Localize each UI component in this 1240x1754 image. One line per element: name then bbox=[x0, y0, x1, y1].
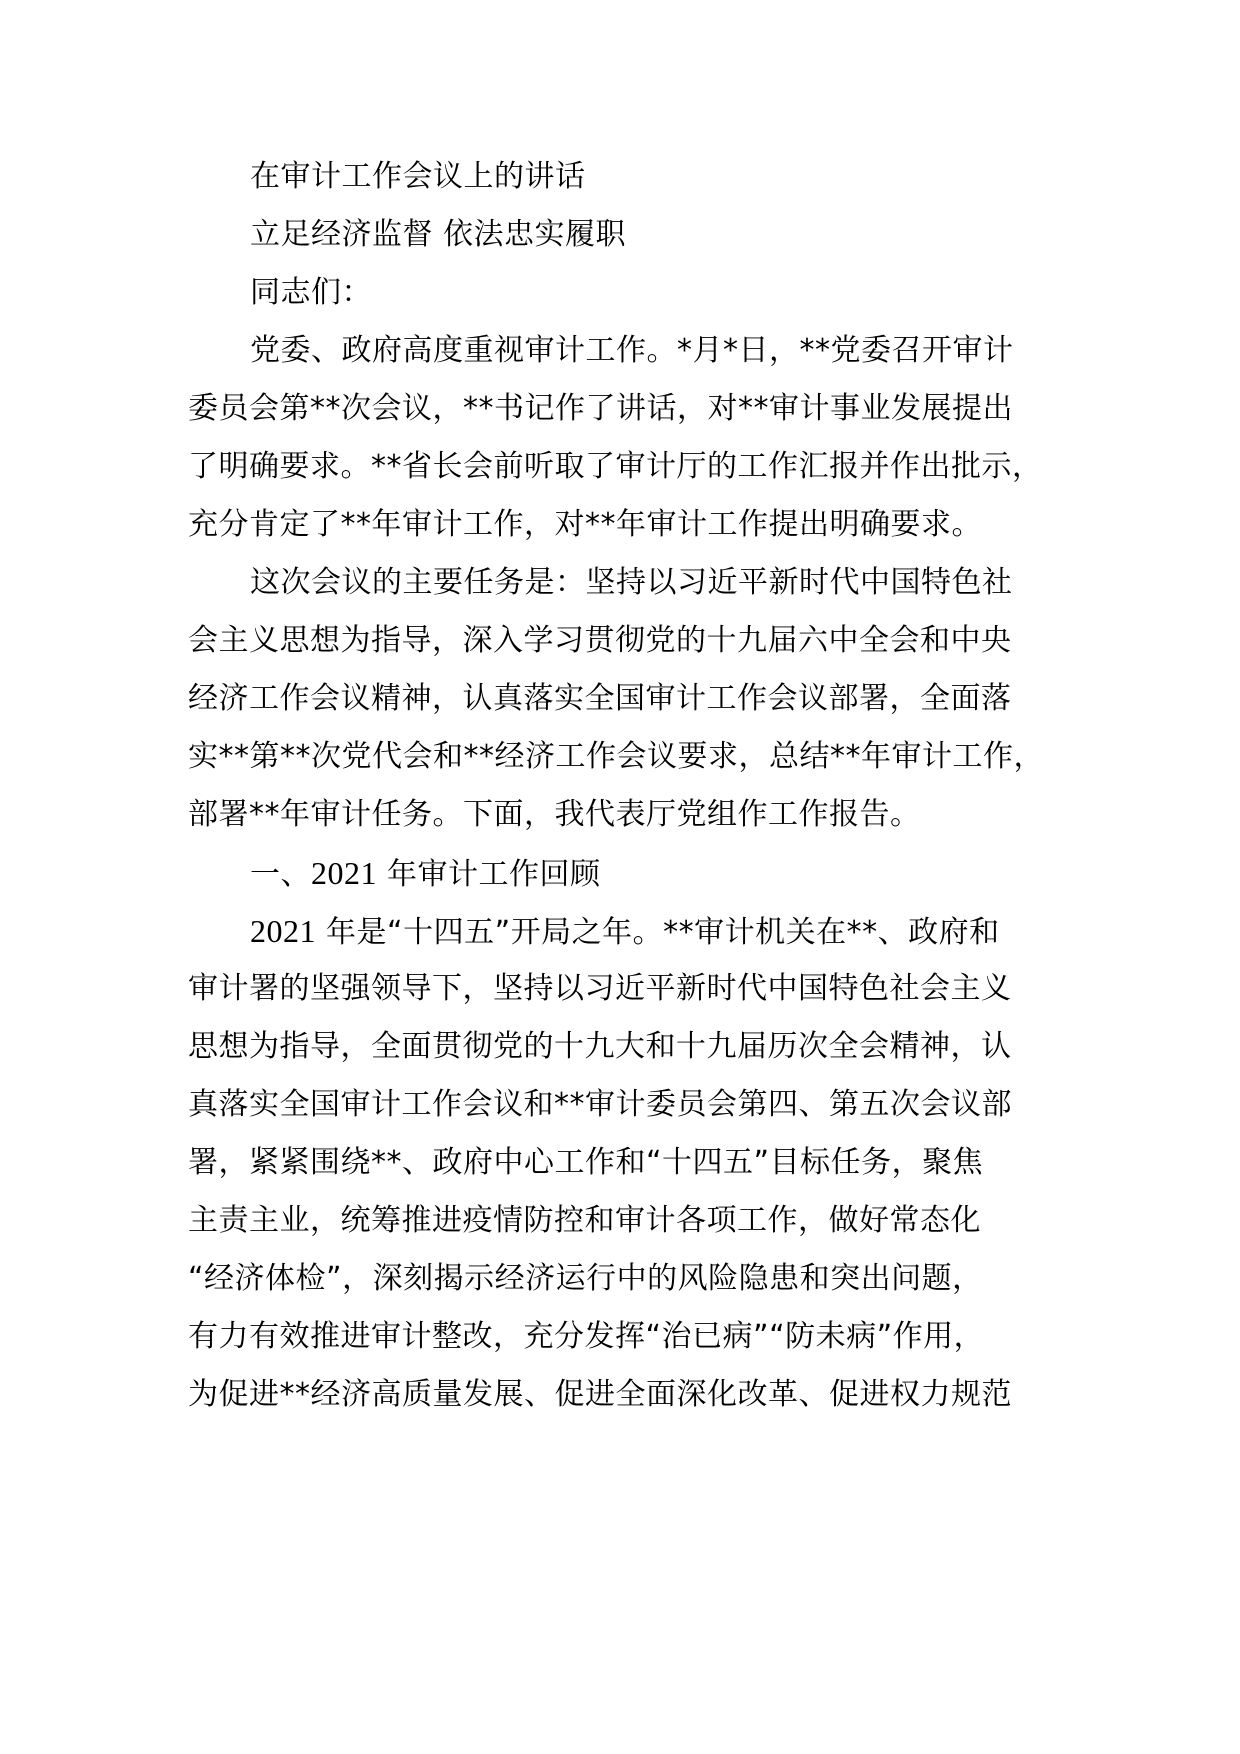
paragraph-1-line: 党委、政府高度重视审计工作。*月*日，**党委召开审计 bbox=[250, 333, 1014, 368]
paragraph-3-line: “经济体检”，深刻揭示经济运行中的风险隐患和突出问题， bbox=[188, 1261, 983, 1296]
paragraph-2-line: 这次会议的主要任务是：坚持以习近平新时代中国特色社 bbox=[250, 565, 1013, 600]
paragraph-3-line: 审计署的坚强领导下，坚持以习近平新时代中国特色社会主义 bbox=[188, 971, 1012, 1006]
paragraph-2-line: 部署**年审计任务。下面，我代表厅党组作工作报告。 bbox=[188, 797, 921, 832]
paragraph-1-line: 委员会第**次会议，**书记作了讲话，对**审计事业发展提出 bbox=[188, 391, 1013, 426]
paragraph-3-line: 思想为指导，全面贯彻党的十九大和十九届历次全会精神，认 bbox=[188, 1029, 1012, 1064]
paragraph-3-text: 年是“十四五”开局之年。**审计机关在**、政府和 bbox=[316, 915, 1000, 950]
paragraph-2-line: 会主义思想为指导，深入学习贯彻党的十九届六中全会和中央 bbox=[188, 623, 1012, 658]
paragraph-1-line: 充分肯定了**年审计工作，对**年审计工作提出明确要求。 bbox=[188, 507, 982, 542]
salutation: 同志们： bbox=[250, 275, 372, 310]
paragraph-3-line: 有力有效推进审计整改，充分发挥“治已病”“防未病”作用， bbox=[188, 1319, 985, 1354]
section-heading-text: 年审计工作回顾 bbox=[377, 857, 601, 892]
section-heading-year: 2021 bbox=[311, 855, 377, 891]
paragraph-3-line: 为促进**经济高质量发展、促进全面深化改革、促进权力规范 bbox=[188, 1377, 1012, 1412]
paragraph-3-line: 署，紧紧围绕**、政府中心工作和“十四五”目标任务，聚焦 bbox=[188, 1145, 984, 1180]
document-subtitle: 立足经济监督 依法忠实履职 bbox=[250, 217, 627, 252]
section-heading-prefix: 一、 bbox=[250, 857, 311, 892]
paragraph-1-line: 了明确要求。**省长会前听取了审计厅的工作汇报并作出批示， bbox=[188, 449, 1043, 484]
paragraph-3-year: 2021 bbox=[250, 913, 316, 949]
paragraph-3-line: 主责主业，统筹推进疫情防控和审计各项工作，做好常态化 bbox=[188, 1203, 981, 1238]
paragraph-3-line: 真落实全国审计工作会议和**审计委员会第四、第五次会议部 bbox=[188, 1087, 1012, 1122]
document-title: 在审计工作会议上的讲话 bbox=[250, 159, 586, 194]
paragraph-3-line bbox=[250, 911, 1150, 953]
section-heading-1 bbox=[250, 853, 1150, 895]
paragraph-2-line: 经济工作会议精神，认真落实全国审计工作会议部署，全面落 bbox=[188, 681, 1012, 716]
paragraph-2-line: 实**第**次党代会和**经济工作会议要求，总结**年审计工作， bbox=[188, 739, 1044, 774]
